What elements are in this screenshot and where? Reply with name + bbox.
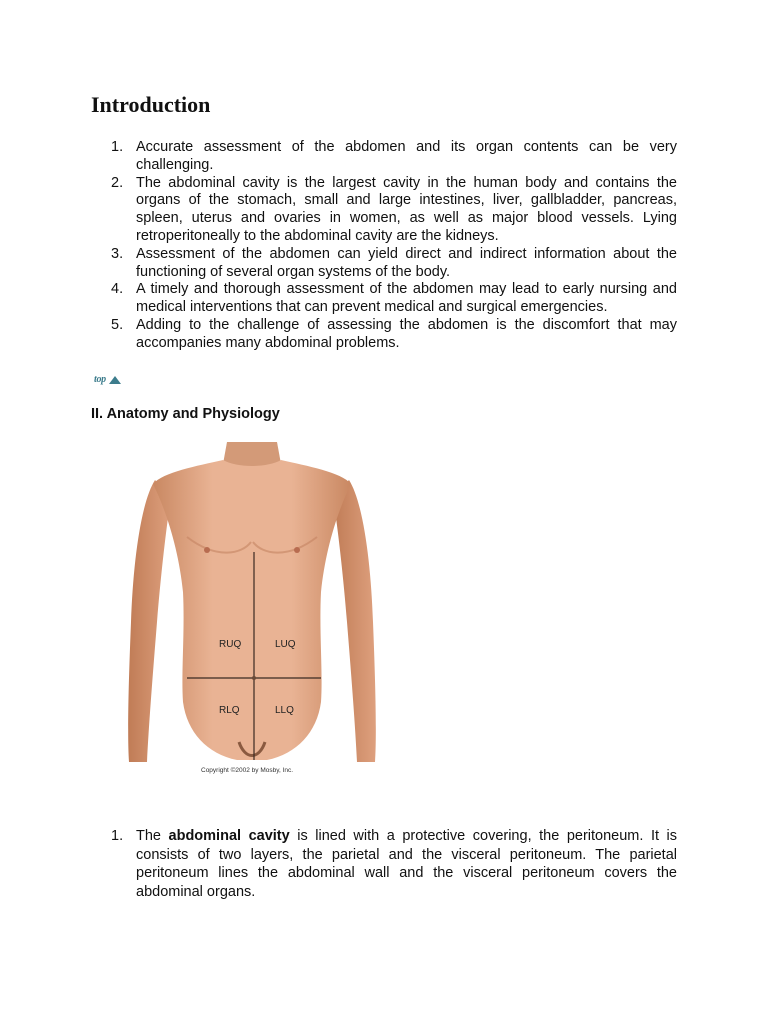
anatomy-list	[91, 827, 677, 901]
list-number: 2.	[111, 174, 124, 191]
list-text: A timely and thorough assessment of the abdomen may lead to early nursing and medical interventions that can prevent medical and surgical emergencies.	[136, 281, 677, 316]
back-to-top-link[interactable]	[94, 374, 122, 385]
up-arrow-icon	[108, 375, 122, 385]
bold-term: abdominal cavity	[168, 828, 290, 844]
right-arm	[128, 480, 171, 762]
list-item	[91, 281, 677, 317]
list-text	[136, 827, 677, 901]
page-title: Introduction	[91, 92, 211, 117]
nipple	[294, 547, 300, 553]
list-number: 4.	[111, 281, 124, 298]
nipple	[204, 547, 210, 553]
quadrant-label-llq: LLQ	[275, 705, 294, 716]
list-number: 1.	[111, 828, 124, 844]
section-heading: II. Anatomy and Physiology	[91, 406, 280, 422]
left-arm	[333, 480, 376, 762]
list-item	[91, 139, 677, 175]
back-to-top-label: top	[94, 374, 106, 385]
list-item	[91, 246, 677, 282]
list-text: The abdominal cavity is the largest cavity in the human body and contains the organs of the stomach, small and large intestines, liver, gallbladder, pancreas, spleen, uterus and ovaries in women, as well as major blood vessels. Lying retroperitoneally to the abdominal cavity are the kidneys.	[136, 174, 677, 244]
list-item	[91, 175, 677, 246]
list-text: Assessment of the abdomen can yield direct and indirect information about the functioning of several organ systems of the body.	[136, 245, 677, 280]
list-number: 1.	[111, 139, 124, 155]
list-number: 3.	[111, 245, 124, 262]
quadrant-label-luq: LUQ	[275, 639, 296, 650]
list-number: 5.	[111, 316, 124, 333]
abdominal-quadrants-figure	[127, 442, 377, 775]
list-item	[91, 827, 677, 901]
list-text: Accurate assessment of the abdomen and its organ contents can be very challenging.	[136, 139, 677, 173]
list-text-rest: is lined with a protective covering, the peritoneum. It is consists of two layers, the parietal and the visceral peritoneum. The parietal peritoneum lines the abdominal wall and the visceral peritoneum covers the abdominal organs.	[136, 828, 678, 900]
torso	[153, 460, 351, 760]
list-text: Adding to the challenge of assessing the abdomen is the discomfort that may accompanies many abdominal problems.	[136, 316, 677, 351]
quadrant-label-ruq: RUQ	[219, 639, 242, 650]
quadrant-label-rlq: RLQ	[219, 705, 240, 716]
intro-list	[91, 139, 677, 353]
figure-caption: Copyright ©2002 by Mosby, Inc.	[201, 767, 294, 774]
list-item	[91, 317, 677, 353]
list-text-prefix: The	[136, 828, 169, 844]
